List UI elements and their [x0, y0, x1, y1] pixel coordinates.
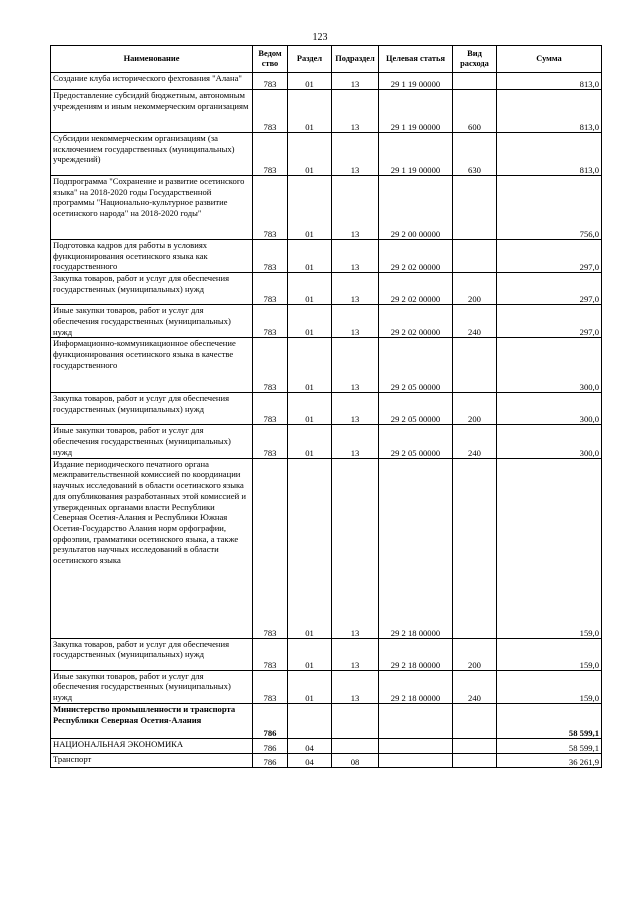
table-row	[51, 393, 602, 425]
table-row	[51, 273, 602, 305]
cell-razdel: 01	[288, 240, 332, 273]
cell-name: Подготовка кадров для работы в условиях функционирования осетинского языка как государственного	[51, 240, 253, 273]
cell-podrazdel: 13	[332, 425, 379, 458]
cell-csr	[379, 703, 453, 738]
cell-name: Закупка товаров, работ и услуг для обеспечения государственных (муниципальных) нужд	[51, 638, 253, 670]
table-row	[51, 338, 602, 393]
cell-podrazdel: 13	[332, 73, 379, 90]
cell-name: Министерство промышленности и транспорта Республики Северная Осетия-Алания	[51, 703, 253, 738]
header-name: Наименование	[51, 46, 253, 73]
cell-csr	[379, 738, 453, 753]
table-row	[51, 670, 602, 703]
cell-ved: 786	[253, 753, 288, 767]
cell-vr: 200	[453, 638, 497, 670]
cell-ved: 783	[253, 90, 288, 133]
cell-razdel: 01	[288, 425, 332, 458]
cell-vr: 240	[453, 425, 497, 458]
cell-csr: 29 1 19 00000	[379, 90, 453, 133]
cell-name: Подпрограмма "Сохранение и развитие осетинского языка" на 2018-2020 годы Государственной программы "Национально-культурное развитие осетинского народа" на 2018-2020 годы"	[51, 176, 253, 240]
cell-podrazdel: 13	[332, 670, 379, 703]
cell-sum: 813,0	[497, 73, 602, 90]
cell-name: Предоставление субсидий бюджетным, автономным учреждениям и иным некоммерческим организациям	[51, 90, 253, 133]
table-body	[51, 73, 602, 768]
header-razdel: Раздел	[288, 46, 332, 73]
cell-csr: 29 2 18 00000	[379, 458, 453, 638]
cell-razdel: 01	[288, 305, 332, 338]
cell-podrazdel: 13	[332, 133, 379, 176]
cell-podrazdel: 13	[332, 638, 379, 670]
cell-csr: 29 2 05 00000	[379, 338, 453, 393]
cell-name: Издание периодического печатного органа межправительственной комиссией по координации научных исследований в области осетинского языка для опубликования разработанных этой комиссией и утвержденных органами власти Республики Северная Осетия-Алания и Республики Южная Осетия-Государство Алания норм орфографии, орфоэпии, грамматики осетинского языка, а также результатов научных исследований в области осетинского языка	[51, 458, 253, 638]
cell-ved: 783	[253, 176, 288, 240]
cell-vr: 200	[453, 273, 497, 305]
cell-vr	[453, 703, 497, 738]
cell-ved: 786	[253, 703, 288, 738]
cell-sum: 159,0	[497, 670, 602, 703]
cell-razdel: 01	[288, 133, 332, 176]
cell-podrazdel: 13	[332, 273, 379, 305]
cell-csr: 29 2 18 00000	[379, 638, 453, 670]
cell-razdel: 01	[288, 458, 332, 638]
cell-podrazdel: 13	[332, 176, 379, 240]
header-ved: Ведом ство	[253, 46, 288, 73]
cell-vr	[453, 176, 497, 240]
cell-sum: 159,0	[497, 458, 602, 638]
cell-ved: 783	[253, 393, 288, 425]
cell-sum: 159,0	[497, 638, 602, 670]
cell-razdel: 01	[288, 176, 332, 240]
cell-csr: 29 2 05 00000	[379, 393, 453, 425]
cell-vr	[453, 338, 497, 393]
cell-razdel: 01	[288, 273, 332, 305]
cell-razdel: 01	[288, 338, 332, 393]
table-row	[51, 90, 602, 133]
cell-sum: 300,0	[497, 425, 602, 458]
cell-csr: 29 2 18 00000	[379, 670, 453, 703]
cell-sum: 58 599,1	[497, 703, 602, 738]
cell-razdel: 01	[288, 638, 332, 670]
cell-name: Создание клуба исторического фехтования "Алана"	[51, 73, 253, 90]
cell-podrazdel: 13	[332, 338, 379, 393]
cell-name: НАЦИОНАЛЬНАЯ ЭКОНОМИКА	[51, 738, 253, 753]
cell-ved: 783	[253, 305, 288, 338]
cell-podrazdel: 13	[332, 305, 379, 338]
cell-razdel: 01	[288, 90, 332, 133]
header-vr: Вид расхода	[453, 46, 497, 73]
cell-ved: 783	[253, 425, 288, 458]
cell-name: Иные закупки товаров, работ и услуг для обеспечения государственных (муниципальных) нужд	[51, 425, 253, 458]
cell-ved: 783	[253, 338, 288, 393]
table-row	[51, 458, 602, 638]
cell-sum: 58 599,1	[497, 738, 602, 753]
table-row	[51, 753, 602, 767]
cell-sum: 300,0	[497, 338, 602, 393]
cell-ved: 783	[253, 240, 288, 273]
cell-sum: 813,0	[497, 90, 602, 133]
cell-sum: 300,0	[497, 393, 602, 425]
cell-podrazdel: 13	[332, 90, 379, 133]
table-row	[51, 703, 602, 738]
cell-ved: 783	[253, 133, 288, 176]
table-row	[51, 305, 602, 338]
cell-vr	[453, 240, 497, 273]
cell-sum: 297,0	[497, 273, 602, 305]
cell-sum: 36 261,9	[497, 753, 602, 767]
cell-csr	[379, 753, 453, 767]
cell-ved: 786	[253, 738, 288, 753]
header-sum: Сумма	[497, 46, 602, 73]
cell-vr: 600	[453, 90, 497, 133]
cell-podrazdel: 08	[332, 753, 379, 767]
cell-razdel: 04	[288, 738, 332, 753]
cell-csr: 29 2 00 00000	[379, 176, 453, 240]
cell-name: Закупка товаров, работ и услуг для обеспечения государственных (муниципальных) нужд	[51, 273, 253, 305]
cell-ved: 783	[253, 458, 288, 638]
cell-razdel: 01	[288, 670, 332, 703]
table-row	[51, 638, 602, 670]
cell-podrazdel: 13	[332, 240, 379, 273]
cell-podrazdel	[332, 738, 379, 753]
table-row	[51, 133, 602, 176]
cell-sum: 297,0	[497, 305, 602, 338]
table-row	[51, 240, 602, 273]
cell-csr: 29 2 05 00000	[379, 425, 453, 458]
header-csr: Целевая статья	[379, 46, 453, 73]
table-row	[51, 425, 602, 458]
cell-sum: 813,0	[497, 133, 602, 176]
cell-name: Субсидии некоммерческим организациям (за исключением государственных (муниципальных) учреждений)	[51, 133, 253, 176]
cell-name: Иные закупки товаров, работ и услуг для обеспечения государственных (муниципальных) нужд	[51, 670, 253, 703]
cell-vr: 240	[453, 670, 497, 703]
table-row	[51, 738, 602, 753]
cell-name: Иные закупки товаров, работ и услуг для обеспечения государственных (муниципальных) нужд	[51, 305, 253, 338]
cell-podrazdel: 13	[332, 393, 379, 425]
cell-csr: 29 1 19 00000	[379, 73, 453, 90]
table-row	[51, 176, 602, 240]
cell-vr: 630	[453, 133, 497, 176]
cell-ved: 783	[253, 670, 288, 703]
page-number: 123	[312, 32, 328, 43]
cell-razdel: 01	[288, 393, 332, 425]
cell-csr: 29 2 02 00000	[379, 240, 453, 273]
budget-table	[50, 45, 602, 768]
cell-vr	[453, 738, 497, 753]
cell-razdel	[288, 703, 332, 738]
cell-name: Транспорт	[51, 753, 253, 767]
cell-vr	[453, 73, 497, 90]
cell-ved: 783	[253, 73, 288, 90]
cell-name: Информационно-коммуникационное обеспечение функционирования осетинского языка в качестве государственного	[51, 338, 253, 393]
cell-razdel: 01	[288, 73, 332, 90]
table-header-row	[51, 46, 602, 73]
cell-podrazdel: 13	[332, 458, 379, 638]
cell-csr: 29 2 02 00000	[379, 305, 453, 338]
cell-ved: 783	[253, 638, 288, 670]
cell-sum: 756,0	[497, 176, 602, 240]
cell-csr: 29 2 02 00000	[379, 273, 453, 305]
cell-sum: 297,0	[497, 240, 602, 273]
header-podrazdel: Подраздел	[332, 46, 379, 73]
cell-vr	[453, 753, 497, 767]
cell-vr: 240	[453, 305, 497, 338]
cell-podrazdel	[332, 703, 379, 738]
cell-vr	[453, 458, 497, 638]
cell-ved: 783	[253, 273, 288, 305]
cell-name: Закупка товаров, работ и услуг для обеспечения государственных (муниципальных) нужд	[51, 393, 253, 425]
cell-vr: 200	[453, 393, 497, 425]
table-row	[51, 73, 602, 90]
cell-razdel: 04	[288, 753, 332, 767]
cell-csr: 29 1 19 00000	[379, 133, 453, 176]
